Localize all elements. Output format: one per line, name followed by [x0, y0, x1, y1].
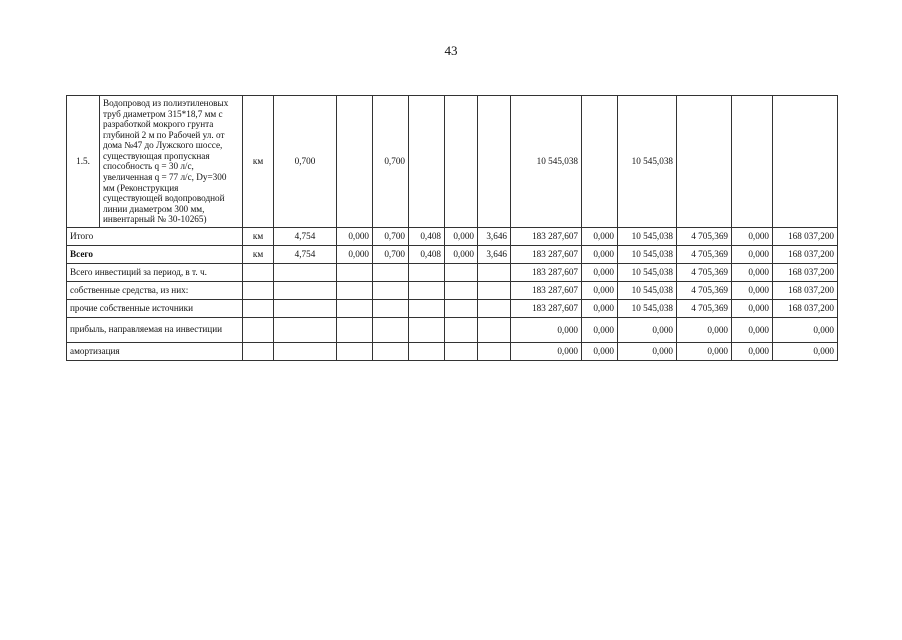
value-cell [337, 299, 373, 317]
value-cell: 0,000 [337, 245, 373, 263]
value-cell: 0,000 [732, 227, 773, 245]
value-cell: 10 545,038 [511, 96, 582, 228]
summary-label: прочие собственные источники [67, 299, 243, 317]
value-cell [478, 317, 511, 342]
value-cell: 0,000 [511, 342, 582, 360]
value-cell: 0,000 [582, 342, 618, 360]
value-cell: 0,000 [773, 342, 838, 360]
value-cell: 183 287,607 [511, 263, 582, 281]
value-cell: 0,000 [582, 317, 618, 342]
value-cell [337, 281, 373, 299]
summary-label: прибыль, направляемая на инвестиции [67, 317, 243, 342]
value-cell [373, 317, 409, 342]
value-cell: 4,754 [274, 227, 337, 245]
value-cell [409, 317, 445, 342]
value-cell [445, 342, 478, 360]
value-cell: 168 037,200 [773, 245, 838, 263]
value-cell: 0,000 [732, 342, 773, 360]
value-cell: 4 705,369 [677, 281, 732, 299]
value-cell [409, 281, 445, 299]
summary-row [67, 245, 838, 263]
value-cell: 0,000 [618, 342, 677, 360]
value-cell: 0,700 [274, 96, 337, 228]
unit-cell [243, 281, 274, 299]
value-cell [409, 96, 445, 228]
value-cell [274, 299, 337, 317]
summary-label: Всего инвестиций за период, в т. ч. [67, 263, 243, 281]
value-cell [478, 96, 511, 228]
summary-row [67, 281, 838, 299]
value-cell: 0,000 [582, 263, 618, 281]
summary-label: амортизация [67, 342, 243, 360]
row-description: Водопровод из полиэтиленовых труб диаметром 315*18,7 мм с разработкой мокрого грунта глубиной 2 м по Рабочей ул. от дома №47 до Лужского шоссе, существующая пропускная способность q = 30 л/с, увеличенная q = 77 л/с, Dy=300 мм (Реконструкция существующей водопроводной линии диаметром 300 мм, инвентарный № 30-10265) [100, 96, 243, 228]
value-cell: 0,000 [511, 317, 582, 342]
value-cell [445, 96, 478, 228]
value-cell: 0,000 [582, 281, 618, 299]
summary-row [67, 227, 838, 245]
value-cell: 0,000 [732, 263, 773, 281]
value-cell: 4 705,369 [677, 263, 732, 281]
value-cell [773, 96, 838, 228]
value-cell: 183 287,607 [511, 227, 582, 245]
value-cell [478, 342, 511, 360]
summary-row [67, 317, 838, 342]
value-cell: 183 287,607 [511, 281, 582, 299]
value-cell: 0,000 [732, 281, 773, 299]
value-cell [445, 263, 478, 281]
value-cell: 0,000 [445, 227, 478, 245]
value-cell [409, 263, 445, 281]
unit-cell: км [243, 227, 274, 245]
unit-cell [243, 299, 274, 317]
value-cell: 0,000 [618, 317, 677, 342]
value-cell [337, 342, 373, 360]
summary-row [67, 299, 838, 317]
value-cell: 0,000 [337, 227, 373, 245]
value-cell: 0,700 [373, 96, 409, 228]
value-cell: 4 705,369 [677, 245, 732, 263]
value-cell [478, 263, 511, 281]
unit-cell [243, 263, 274, 281]
value-cell: 168 037,200 [773, 299, 838, 317]
value-cell [445, 317, 478, 342]
value-cell [478, 299, 511, 317]
summary-row [67, 263, 838, 281]
value-cell [409, 299, 445, 317]
value-cell: 4,754 [274, 245, 337, 263]
value-cell: 0,000 [582, 227, 618, 245]
value-cell [373, 299, 409, 317]
value-cell: 4 705,369 [677, 299, 732, 317]
value-cell: 0,700 [373, 245, 409, 263]
value-cell: 0,408 [409, 245, 445, 263]
unit-cell [243, 342, 274, 360]
value-cell [445, 281, 478, 299]
value-cell: 10 545,038 [618, 299, 677, 317]
value-cell [274, 281, 337, 299]
row-number: 1.5. [67, 96, 100, 228]
value-cell: 0,700 [373, 227, 409, 245]
unit-cell [243, 317, 274, 342]
table-row-1-5 [67, 96, 838, 228]
unit-cell: км [243, 96, 274, 228]
value-cell [337, 96, 373, 228]
value-cell: 10 545,038 [618, 96, 677, 228]
value-cell [732, 96, 773, 228]
value-cell [582, 96, 618, 228]
value-cell: 168 037,200 [773, 281, 838, 299]
unit-cell: км [243, 245, 274, 263]
value-cell: 168 037,200 [773, 263, 838, 281]
value-cell: 0,000 [732, 245, 773, 263]
value-cell: 10 545,038 [618, 245, 677, 263]
summary-label: собственные средства, из них: [67, 281, 243, 299]
value-cell [274, 317, 337, 342]
value-cell [373, 263, 409, 281]
value-cell: 168 037,200 [773, 227, 838, 245]
value-cell: 0,000 [732, 299, 773, 317]
value-cell: 10 545,038 [618, 281, 677, 299]
value-cell [373, 342, 409, 360]
value-cell [274, 263, 337, 281]
value-cell: 0,000 [582, 299, 618, 317]
value-cell: 3,646 [478, 227, 511, 245]
value-cell: 3,646 [478, 245, 511, 263]
value-cell [445, 299, 478, 317]
value-cell [409, 342, 445, 360]
value-cell: 10 545,038 [618, 227, 677, 245]
summary-label: Всего [67, 245, 243, 263]
value-cell: 0,000 [677, 342, 732, 360]
page-number: 43 [444, 43, 458, 58]
investment-table [66, 95, 838, 361]
value-cell: 0,000 [445, 245, 478, 263]
summary-label: Итого [67, 227, 243, 245]
value-cell [337, 317, 373, 342]
value-cell: 0,408 [409, 227, 445, 245]
value-cell: 0,000 [732, 317, 773, 342]
value-cell: 0,000 [773, 317, 838, 342]
value-cell: 183 287,607 [511, 245, 582, 263]
value-cell: 0,000 [582, 245, 618, 263]
value-cell: 0,000 [677, 317, 732, 342]
value-cell [478, 281, 511, 299]
value-cell [373, 281, 409, 299]
value-cell [337, 263, 373, 281]
value-cell: 183 287,607 [511, 299, 582, 317]
value-cell: 4 705,369 [677, 227, 732, 245]
value-cell [274, 342, 337, 360]
value-cell: 10 545,038 [618, 263, 677, 281]
summary-row [67, 342, 838, 360]
value-cell [677, 96, 732, 228]
